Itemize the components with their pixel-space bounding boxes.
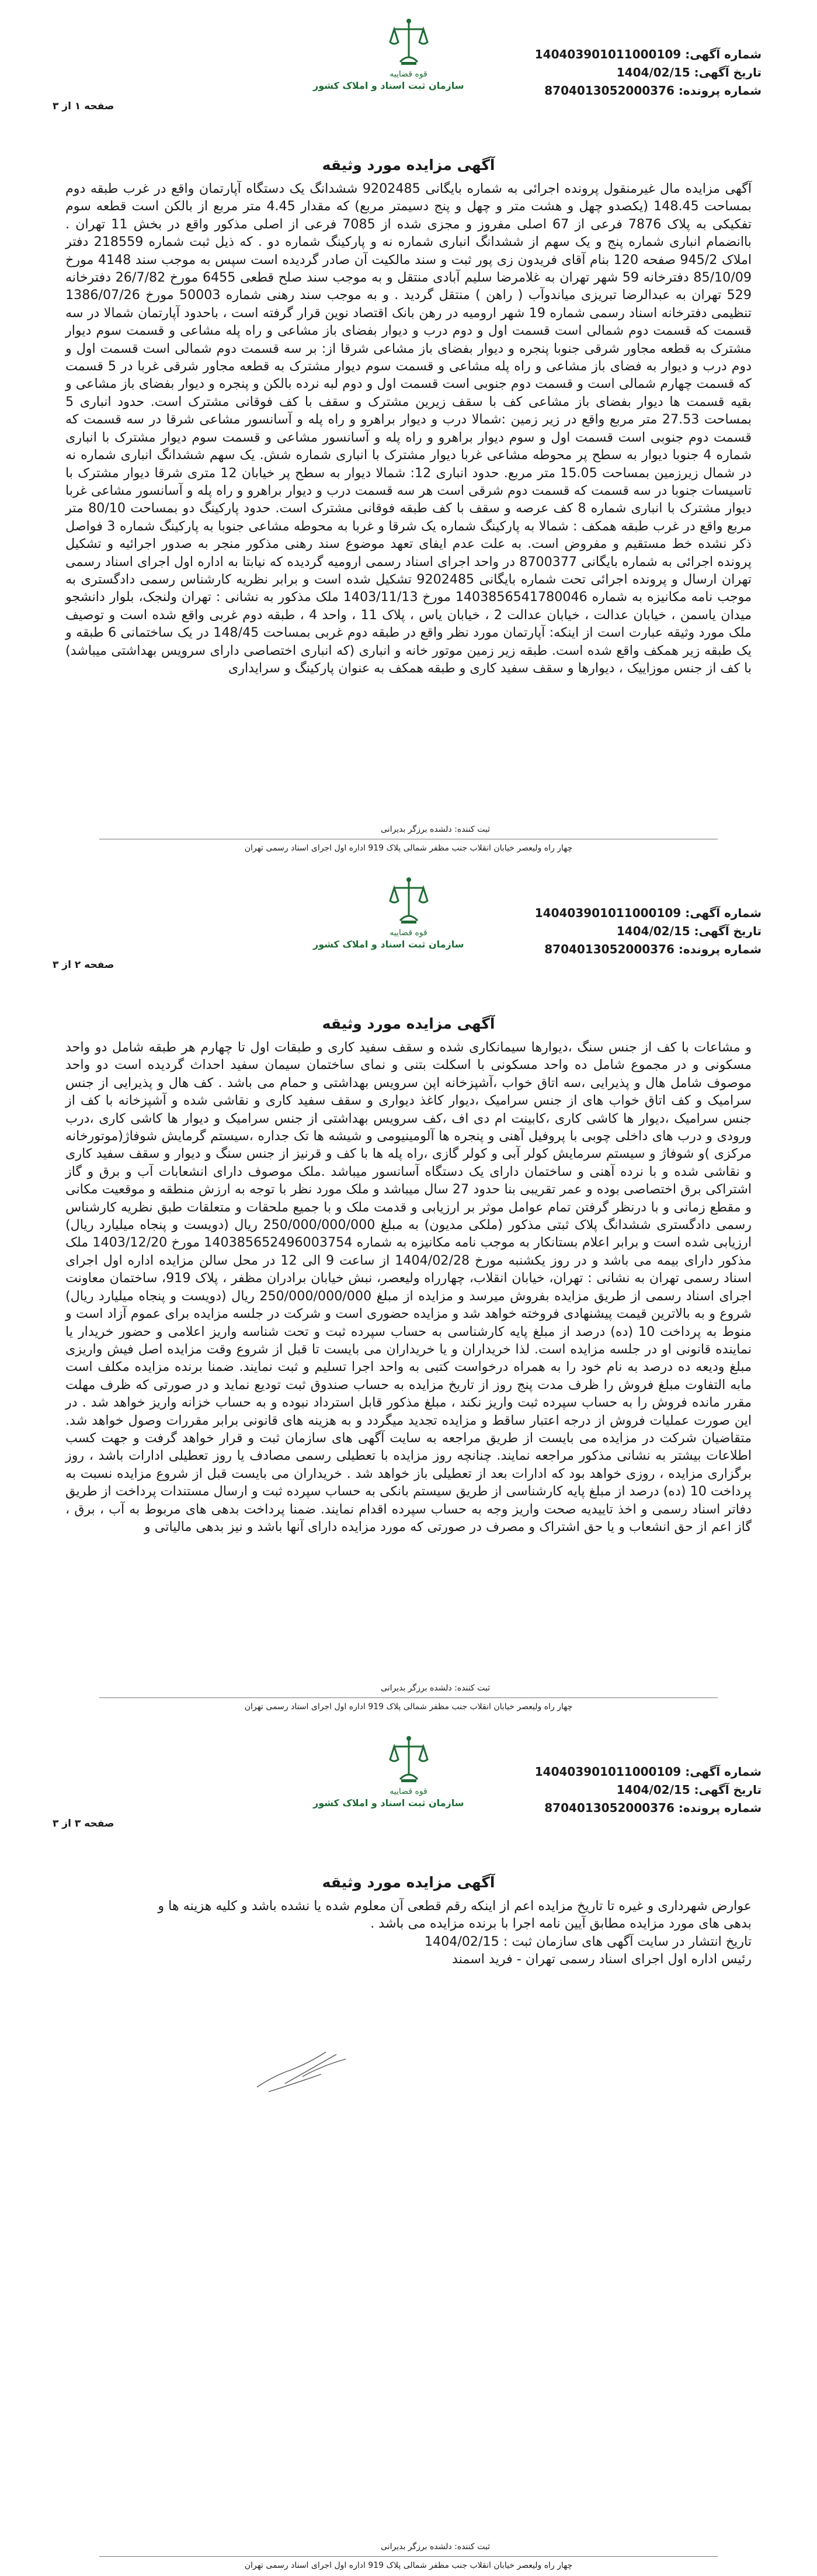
footer-address: چهار راه ولیعصر خیابان انقلاب جنب مظفر شمالی پلاک 919 اداره اول اجرای اسناد رسمی تهران: [244, 843, 573, 853]
document-page-2: [0, 859, 817, 1717]
organization-name: سازمان ثبت اسناد و املاک کشور: [312, 939, 464, 950]
notice-date: 1404/02/15: [616, 1783, 690, 1797]
notice-number-label: شماره آگهی:: [685, 906, 762, 920]
registrar-label-text: ثبت کننده:: [454, 825, 490, 834]
body-paragraph: و مشاعات با کف از جنس سنگ ،دیوارها سیمانکاری شده و سقف سفید کاری و طبقات اول تا چهارم هر طبقه شامل دو واحد مسکونی و در مجموع شامل ده واحد مسکونی با اسکلت بتنی و نمای ساختمان سیمان سفید احداث گردیده است دو واحد موصوف شامل هال و پذیرایی ،سه اتاق خواب ،آشپزخانه اپن سرویس بهداشتی و حمام می باشد . کف هال و پذیرایی از جنس سرامیک و کف اتاق خواب های از جنس سرامیک ،دیوار کاغذ دیواری و سقف سفید کاری و نقاشی شده و آشپزخانه با کف از جنس سرامیک ،دیوار ها کاشی کاری ،کابینت ام دی اف ،کف سرویس بهداشتی از جنس سرامیک و دیوار ها کاشی کاری ،درب ورودی و درب های داخلی چوبی با پروفیل آهنی و پنجره ها آلومینیومی و شیشه ها تک جداره ،سیستم گرمایش شوفاژ(موتورخانه مرکزی )و شوفاژ و سیستم سرمایش کولر آبی و کولر گازی ،راه پله ها با کف و قرنیز از جنس سنگ و دیوار و سقف سفید کاری و نقاشی شده و با نرده آهنی و ساختمان دارای یک دستگاه آسانسور میباشد .ملک موصوف دارای انشعابات آب و برق و گاز اشتراکی برق اختصاصی بوده و عمر تقریبی بنا حدود 27 سال میباشد و ملک مورد نظر با توجه به ارزش منطقه و موقعیت مکانی و مقطع زمانی و با درنظر گرفتن تمام عوامل موثر بر ارزیابی و قدمت ملک و با جمیع ملحقات و متعلقات طبق نظریه کارشناس رسمی دادگستری ششدانگ پلاک ثبتی مذکور (ملکی مدیون) به مبلغ 250/000/000/000 ریال (دویست و پنجاه میلیارد ریال) ارزیابی شده است و برابر اعلام بستانکار به موجب نامه مکانیزه به شماره 140385652496003754 مورخ 1403/12/20 ملک مذکور دارای بیمه می باشد و در روز یکشنبه مورخ 1404/02/28 از ساعت 9 الی 12 در محل سالن مزایده اداره اول اجرای اسناد رسمی تهران به نشانی : تهران، خیابان انقلاب، چهارراه ولیعصر، نبش خیابان برادران مظفر ، پلاک 919، ساختمان معاونت اجرای اسناد رسمی از طریق مزایده بفروش میرسد و مزایده از مبلغ 250/000/000/000 ریال (دویست و پنجاه میلیارد ریال) شروع و به بالاترین قیمت پیشنهادی فروخته خواهد شد و مزایده حضوری است و شرکت در جلسه مزایده برای عموم آزاد است و منوط به پرداخت 10 (ده) درصد از مبلغ پایه کارشناسی به حساب سپرده ثبت و تحت شناسه واریز اعلامی و حضور خریدار یا نماینده قانونی او در جلسه مزایده است. لذا خریداران و یا خریداران می بایست تا قبل از شروع وقت مزایده اصل فیش واریزی مبلغ ودیعه ده درصد به نام خود را به همراه درخواست کتبی به واحد اجرا تسلیم و ثبت نمایند. ضمنا برنده مزایده مکلف است مابه التفاوت مبلغ فروش را ظرف مدت پنج روز از تاریخ مزایده به حساب صندوق ثبت تودیع نماید و در صورتی که ظرف مهلت مقرر مانده فروش را به حساب سپرده ثبت واریز نکند ، مبلغ مذکور قابل استرداد نبوده و به حساب خزانه واریز خواهد شد . در این صورت عملیات فروش از درجه اعتبار ساقط و مزایده تجدید میگردد و به هزینه های قانونی برابر مقررات وصول خواهد شد. متقاضیان شرکت در مزایده می بایست از طریق مراجعه به سایت آگهی های سازمان ثبت و قرار خواهد گرفت و جهت کسب اطلاعات بیشتر به نشانی مذکور مراجعه نمایند. چنانچه روز مزایده با تعطیلی رسمی مصادف یا روز تعطیلی ادارات باشد ، روز برگزاری مزایده ، روزی خواهد بود که ادارات بعد از تعطیلی باز خواهد شد . خریداران می بایست قبل از شروع مزایده نسبت به پرداخت 10 (ده) درصد از مبلغ پایه کارشناسی از طریق سیستم بانکی به حساب سپرده ثبت و ارسال مستندات پرداخت از طریق دفاتر اسناد رسمی و اخذ تاییدیه صحت واریز وجه به حساب سپرده اقدام نمایند. ضمنا پرداخت بدهی های مربوط به آب ، برق ، گاز اعم از حق انشعاب و یا حق اشتراک و مصرف در صورتی که مورد مزایده دارای آنها باشد و نیز بدهی مالیاتی و: [65, 1040, 752, 1535]
notice-body: [65, 1897, 752, 1969]
notice-date: 1404/02/15: [616, 65, 690, 79]
emblem-motto: قوه قضاییه: [390, 70, 427, 79]
judiciary-emblem: [312, 875, 464, 951]
registrar-label: [381, 1683, 490, 1693]
registrar-label-text: ثبت کننده:: [454, 2542, 490, 2551]
notice-number: 140403901011000109: [534, 1765, 682, 1779]
footer-divider: [99, 1697, 718, 1698]
notice-number-label: شماره آگهی:: [685, 1765, 762, 1779]
notice-number: 140403901011000109: [534, 906, 682, 920]
office-head-line: رئیس اداره اول اجرای اسناد رسمی تهران - فرید اسمند: [452, 1952, 752, 1967]
registrar-name: دلشده برزگر بدیرانی: [381, 2542, 452, 2551]
notice-date-label: تاریخ آگهی:: [694, 1783, 762, 1797]
file-number-label: شماره پرونده:: [678, 942, 762, 956]
scales-of-justice-icon: [388, 16, 429, 69]
page-number: صفحه ۲ از ۳: [53, 959, 114, 971]
file-number-label: شماره پرونده:: [678, 84, 762, 98]
file-number: 8704013052000376: [544, 942, 675, 956]
file-number: 8704013052000376: [544, 1801, 675, 1815]
notice-title: آگهی مزایده مورد وثیقه: [322, 157, 495, 173]
notice-meta: [534, 46, 762, 100]
registrar-name: دلشده برزگر بدیرانی: [381, 1683, 452, 1693]
registrar-label-text: ثبت کننده:: [454, 1683, 490, 1693]
registrar-name: دلشده برزگر بدیرانی: [381, 825, 452, 834]
registrar-label: [381, 825, 490, 834]
notice-number: 140403901011000109: [534, 47, 682, 61]
body-paragraph: آگهی مزایده مال غیرمنقول پرونده اجرائی به شماره بایگانی 9202485 ششدانگ یک دستگاه آپارتمان واقع در غرب طبقه دوم بمساحت 148.45 (یکصدو چهل و هشت متر و چهل و پنج دسیمتر مربع) که مقدار 4.45 متر مربع از بالکن است قطعه سوم تفکیکی به پلاک 7876 فرعی از 67 اصلی مفروز و مجزی شده از 7085 فرعی از اصلی مذکور واقع در بخش 11 تهران . باانضمام انباری شماره پنج و یک سهم از ششدانگ انباری شماره نه و پارکینگ شماره دو . که ذیل ثبت شماره 218559 دفتر املاک 945/2 صفحه 120 بنام آقای فریدون زی پور ثبت و سند مالکیت آن صادر گردیده است سپس به موجب سند 4148 مورخ 85/10/09 دفترخانه 59 شهر تهران به غلامرضا سلیم آبادی منتقل و به موجب سند صلح قطعی 6455 مورخ 26/7/82 دفترخانه 529 تهران به عبدالرضا تبریزی میاندوآب ( راهن ) منتقل گردید . و به موجب سند رهنی شماره 50003 مورخ 1386/07/26 تنظیمی دفترخانه اسناد رسمی شماره 19 شهر ارومیه در رهن بانک اقتصاد نوین قرار گرفته است ، باحدود آپارتمان شمالا در سه قسمت که قسمت دوم شمالی است قسمت اول و دوم درب و دیوار بفضای باز مشاعی و راه پله مشاعی و قسمت سوم دیوار مشترک به قطعه مجاور شرقی جنوبا پنجره و دیوار بفضای باز مشاعی شرقا از: بر سه قسمت دوم شمالی است قسمت اول و دوم درب و دیوار به فضای باز مشاعی و راه پله مشاعی و قسمت سوم دیوار مشترک به قطعه مجاور شرقی غربا در 5 قسمت که قسمت چهارم شمالی است و قسمت دوم جنوبی است قسمت اول و دوم لبه نرده بالکن و پنجره و دیوار بفضای باز مشاعی و بقیه قسمت ها دیوار بفضای باز مشاعی کف با سقف زیرین مشترک و سقف با کف فوقانی مشترک است. حدود انباری 5 بمساحت 27.53 متر مربع واقع در زیر زمین :شمالا درب و دیوار براهرو و راه پله و آسانسور مشاعی شرقا در سه قسمت که قسمت دوم جنوبی است قسمت اول و سوم دیوار براهرو و راه پله و آسانسور مشاعی و قسمت سوم دیوار مشترک با انباری شماره 4 جنوبا دیوار به سطح پر محوطه مشاعی غربا دیوار مشترک با انباری شماره شش. یک سهم ششدانگ انباری شماره نه در شمال زیرزمین بمساحت 15.05 متر مربع. حدود انباری 12: شمالا دیوار به سطح پر خیابان 12 متری شرقا دیوار مشترک با تاسیسات جنوبا در سه قسمت که قسمت دوم شرقی است هر سه قسمت درب و دیوار براهرو و راه پله و آسانسور مشاعی غربا دیوار مشترک با انباری شماره 8 کف عرصه و سقف با کف طبقه فوقانی مشترک است. حدود پارکینگ دو بمساحت 80/10 متر مربع واقع در غرب طبقه همکف : شمالا به پارکینگ شماره یک شرقا و غربا به محوطه مشاعی جنوبا به پارکینگ شماره 3 فواصل ذکر نشده خط مستقیم و مفروض است. به علت عدم ایفای تعهد موضوع سند رهنی مذکور منجر به صدور اجرائیه و تشکیل پرونده اجرائی به شماره بایگانی 8700377 در واحد اجرای اسناد رسمی ارومیه گردیده که نیابتا به اداره اول اجرای اسناد رسمی تهران ارسال و پرونده اجرائی تحت شماره بایگانی 9202485 تشکیل شده است و برابر نظریه کارشناس رسمی دادگستری به موجب نامه مکانیزه به شماره 1403856541780046 مورخ 1403/11/13 ملک مذکور به نشانی : تهران ولنجک، بلوار دانشجو میدان یاسمن ، خیابان عدالت ، خیابان عدالت 2 ، خیابان یاس ، پلاک 11 ، واحد 4 ، طبقه دوم غربی واقع شده است و توصیف ملک مورد وثیقه عبارت است از اینکه: آپارتمان مورد نظر واقع در طبقه دوم غربی بمساحت 148/45 در یک ساختمانی 6 طبقه و یک طبقه زیر همکف واقع شده است. طبقه زیر زمین موتور خانه و انباری (که انباری اختصاصی دارای سرویس بهداشتی میباشد) با کف از جنس موزاییک ، دیوارها و سقف سفید کاری و طبقه همکف به عنوان پارکینگ و سرایداری: [65, 181, 752, 676]
footer-address: چهار راه ولیعصر خیابان انقلاب جنب مظفر شمالی پلاک 919 اداره اول اجرای اسناد رسمی تهران: [244, 1702, 573, 1711]
judiciary-emblem: [312, 16, 464, 92]
notice-title: آگهی مزایده مورد وثیقه: [322, 1015, 495, 1032]
notice-date-label: تاریخ آگهی:: [694, 924, 762, 938]
file-number-label: شماره پرونده:: [678, 1801, 762, 1815]
document-page-1: [0, 0, 817, 859]
organization-name: سازمان ثبت اسناد و املاک کشور: [312, 80, 464, 91]
notice-meta: [534, 1763, 762, 1817]
notice-body: [65, 180, 752, 677]
handwritten-signature: [251, 2042, 356, 2097]
emblem-motto: قوه قضاییه: [390, 1787, 427, 1796]
footer-address: چهار راه ولیعصر خیابان انقلاب جنب مظفر شمالی پلاک 919 اداره اول اجرای اسناد رسمی تهران: [244, 2561, 573, 2570]
notice-date-label: تاریخ آگهی:: [694, 65, 762, 79]
judiciary-emblem: [312, 1734, 464, 1810]
file-number: 8704013052000376: [544, 84, 675, 98]
notice-meta: [534, 904, 762, 959]
body-line: عوارض شهرداری و غیره تا تاریخ مزایده اعم از اینکه رقم قطعی آن معلوم شده یا نشده باشد و کلیه هزینه ها و: [158, 1898, 752, 1914]
scales-of-justice-icon: [388, 1734, 429, 1786]
page-number: صفحه ۱ از ۳: [53, 100, 114, 112]
footer-divider: [99, 2556, 718, 2557]
body-line: بدهی های مورد مزایده مطابق آیین نامه اجرا با برنده مزایده می باشد .: [370, 1916, 752, 1932]
scales-of-justice-icon: [388, 875, 429, 928]
publication-date-line: تاریخ انتشار در سایت آگهی های سازمان ثبت : 1404/02/15: [424, 1933, 752, 1949]
notice-title: آگهی مزایده مورد وثیقه: [322, 1874, 495, 1891]
page-number: صفحه ۳ از ۳: [53, 1818, 114, 1829]
emblem-motto: قوه قضاییه: [390, 928, 427, 938]
notice-body: [65, 1039, 752, 1536]
notice-date: 1404/02/15: [616, 924, 690, 938]
registrar-label: [381, 2542, 490, 2551]
notice-number-label: شماره آگهی:: [685, 47, 762, 61]
document-page-3: [0, 1717, 817, 2576]
organization-name: سازمان ثبت اسناد و املاک کشور: [312, 1797, 464, 1808]
